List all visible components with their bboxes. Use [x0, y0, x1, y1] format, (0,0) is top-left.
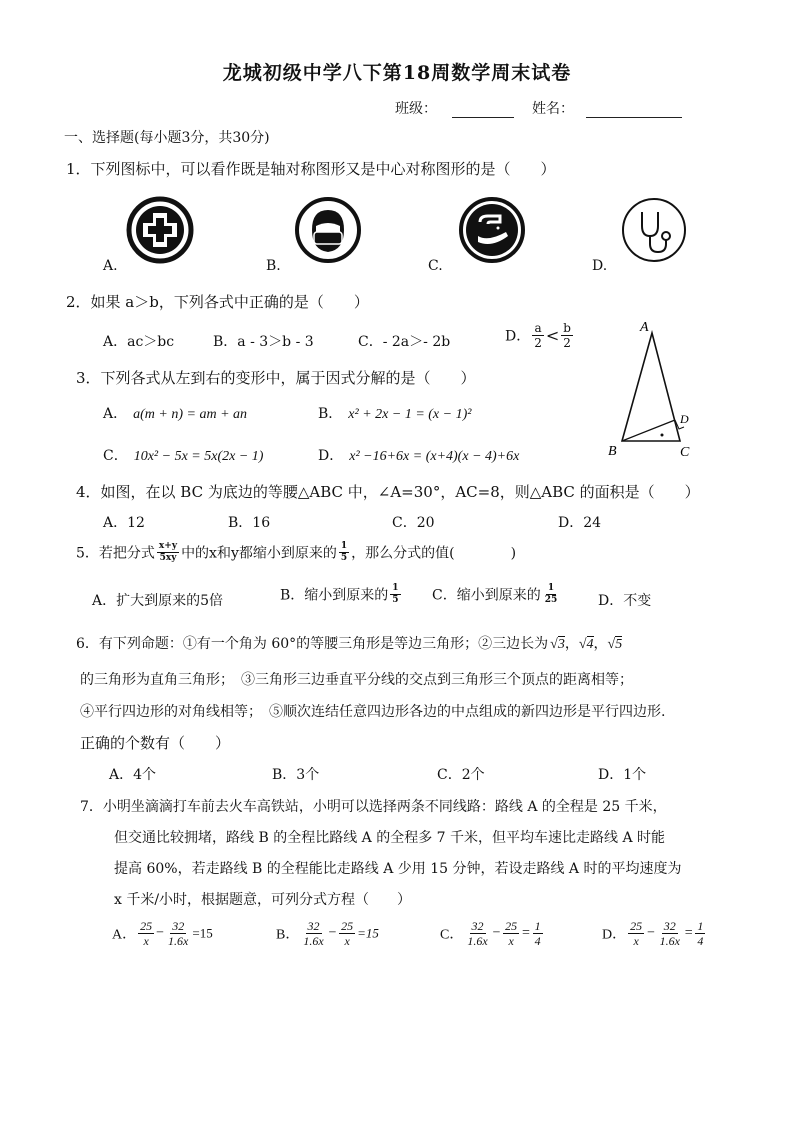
- q3-option-b[interactable]: [318, 403, 471, 423]
- q7-option-b[interactable]: [276, 920, 379, 947]
- q3-option-d[interactable]: [318, 445, 519, 465]
- q7-line4: x 千米/小时，根据题意，可列分式方程（ ）: [114, 892, 412, 908]
- q2-option-d[interactable]: [505, 322, 575, 349]
- fig-label-b: B: [608, 444, 617, 459]
- q4-option-d[interactable]: D．24: [558, 515, 602, 531]
- q7-c-op: −: [491, 925, 502, 941]
- q3-option-a[interactable]: [103, 403, 247, 423]
- q7-line1: 7．小明坐滴滴打车前去火车高铁站，小明可以选择两条不同线路：路线 A 的全程是 25 千米，: [80, 799, 667, 815]
- q2-d-num1: a: [534, 321, 542, 335]
- q3-option-c[interactable]: [103, 445, 263, 465]
- q7-d-n2: 32: [663, 919, 676, 933]
- q7-b-n1: 32: [307, 919, 320, 933]
- q6-line2: 的三角形为直角三角形； ③三角形三边垂直平分线的交点到三角形三个顶点的距离相等；: [80, 672, 633, 688]
- q6-root2: 4: [586, 637, 594, 652]
- q3-b-expr: x² + 2x − 1 = (x − 1)²: [348, 407, 472, 422]
- name-label: 姓名：: [532, 101, 574, 117]
- stethoscope-icon: [620, 196, 688, 264]
- q5-c-text: C．缩小到原来的: [432, 587, 541, 604]
- q7-c-n1: 32: [471, 919, 484, 933]
- q7-a-op: −: [156, 925, 165, 941]
- q3-b-label: B．: [318, 406, 343, 422]
- q2-d-den1: 2: [534, 336, 542, 350]
- q5-frac-num: x+y: [158, 541, 178, 551]
- q7-b-d1: 1.6x: [303, 934, 324, 948]
- q1-option-b[interactable]: B.: [266, 258, 281, 274]
- q5-b-text: B．缩小到原来的: [280, 587, 389, 604]
- q7-c-d1: 1.6x: [467, 934, 488, 948]
- q7-c-eq: =: [521, 925, 531, 941]
- q3-d-expr: x² −16+6x = (x+4)(x − 4)+6x: [349, 449, 520, 464]
- q7-c-d2: x: [508, 934, 514, 948]
- q1-option-c[interactable]: C.: [428, 258, 443, 274]
- q2-option-a[interactable]: A．ac＞bc: [103, 334, 175, 350]
- q2-d-label: D．: [505, 328, 531, 345]
- q5-b-num: 1: [392, 583, 399, 593]
- masked-face-icon: [294, 196, 362, 264]
- q5-stem-post: ，那么分式的值( ): [351, 545, 517, 562]
- q7-d-label: D．: [602, 927, 627, 943]
- q5-stem: [76, 542, 516, 563]
- q2-d-den2: 2: [563, 336, 571, 350]
- q7-c-rd: 4: [534, 934, 541, 948]
- class-label: 班级：: [395, 101, 437, 117]
- q3-d-label: D．: [318, 448, 344, 464]
- q6-option-a[interactable]: A．4个: [109, 767, 157, 783]
- class-field[interactable]: [452, 99, 514, 118]
- q2-d-op: <: [545, 326, 560, 345]
- q1-stem: 1．下列图标中，可以看作既是轴对称图形又是中心对称图形的是（ ）: [66, 160, 556, 178]
- q7-line3: 提高 60%，若走路线 B 的全程能比走路线 A 少用 15 分钟，若设走路线 A 时的平均速度为: [114, 861, 682, 877]
- q7-c-n2: 25: [505, 919, 518, 933]
- q7-d-rn: 1: [697, 919, 704, 933]
- q4-option-a[interactable]: A．12: [103, 515, 145, 531]
- q7-c-label: C．: [440, 927, 464, 943]
- q4-option-c[interactable]: C．20: [392, 515, 435, 531]
- q2-stem: 2．如果 a＞b，下列各式中正确的是（ ）: [66, 293, 369, 311]
- q3-stem: 3．下列各式从左到右的变形中，属于因式分解的是（ ）: [76, 369, 476, 387]
- q7-d-d1: x: [633, 934, 639, 948]
- q7-a-d2: 1.6x: [168, 934, 189, 948]
- q6-line1-text: 6．有下列命题：①有一个角为 60°的等腰三角形是等边三角形；②三边长为: [76, 636, 549, 652]
- fig-label-a: A: [640, 320, 649, 335]
- q7-a-rhs: =15: [192, 925, 213, 941]
- q3-c-expr: 10x² − 5x = 5x(2x − 1): [133, 449, 264, 464]
- q7-d-d2: 1.6x: [659, 934, 680, 948]
- q2-d-num2: b: [563, 321, 571, 335]
- q4-option-b[interactable]: B．16: [228, 515, 271, 531]
- q7-line2: 但交通比较拥堵，路线 B 的全程比路线 A 的全程多 7 千米，但平均车速比走路线 A 时能: [114, 830, 666, 846]
- q4-stem: 4．如图，在以 BC 为底边的等腰△ABC 中，∠A=30°，AC=8，则△ABC 的面积是（ ）: [76, 483, 700, 501]
- q5-option-a[interactable]: A．扩大到原来的5倍: [92, 593, 224, 609]
- q6-root1: 3: [557, 637, 565, 652]
- q5-c-den: 25: [544, 595, 558, 605]
- q1-option-d[interactable]: D.: [592, 258, 608, 274]
- q5-scale-den: 5: [340, 553, 348, 563]
- q7-d-op: −: [646, 925, 656, 941]
- fig-label-d: D: [680, 412, 689, 426]
- q7-d-rd: 4: [697, 934, 704, 948]
- q7-option-c[interactable]: [440, 920, 545, 947]
- q7-a-n1: 25: [140, 919, 153, 933]
- q6-line3: ④平行四边形的对角线相等； ⑤顺次连结任意四边形各边的中点组成的新四边形是平行四边形.: [80, 704, 666, 720]
- q7-b-d2: x: [344, 934, 350, 948]
- q7-option-a[interactable]: [112, 920, 213, 947]
- q5-option-b[interactable]: [280, 584, 403, 605]
- q5-option-c[interactable]: [432, 584, 561, 605]
- fig-label-c: C: [680, 445, 690, 460]
- q5-frac-den: 5xy: [159, 553, 177, 563]
- q7-b-label: B．: [276, 927, 300, 943]
- q5-c-num: 1: [547, 583, 555, 593]
- q6-root3: 5: [615, 637, 623, 652]
- q6-line4: 正确的个数有（ ）: [80, 734, 231, 752]
- section-title: 一、选择题(每小题3分，共30分): [64, 130, 270, 146]
- q7-a-d1: x: [143, 934, 149, 948]
- q5-stem-pre: 5．若把分式: [76, 545, 155, 562]
- q6-option-b[interactable]: B．3个: [272, 767, 320, 783]
- q5-b-den: 5: [392, 595, 399, 605]
- hand-washing-icon: [458, 196, 526, 264]
- q7-d-eq: =: [683, 925, 694, 941]
- q7-d-n1: 25: [630, 919, 643, 933]
- q7-a-n2: 32: [172, 919, 185, 933]
- q5-option-d[interactable]: D．不变: [598, 593, 652, 609]
- page-title: 龙城初级中学八下第18周数学周末试卷: [222, 62, 572, 84]
- q6-option-d[interactable]: D．1个: [598, 767, 647, 783]
- q1-option-a[interactable]: A.: [103, 258, 118, 274]
- triangle-figure: [600, 315, 705, 465]
- q2-option-c[interactable]: C．- 2a＞- 2b: [358, 334, 451, 350]
- q5-scale-num: 1: [340, 541, 348, 551]
- q2-option-b[interactable]: B．a - 3＞b - 3: [213, 334, 314, 350]
- q7-option-d[interactable]: [602, 920, 707, 947]
- q5-stem-mid: 中的x和y都缩小到原来的: [181, 545, 337, 562]
- medical-cross-icon: [126, 196, 194, 264]
- q3-c-label: C．: [103, 448, 128, 464]
- q7-a-label: A．: [112, 927, 137, 943]
- name-field[interactable]: [586, 99, 682, 118]
- q6-option-c[interactable]: C．2个: [437, 767, 485, 783]
- q3-a-expr: a(m + n) = am + an: [133, 407, 248, 422]
- q7-b-n2: 25: [341, 919, 354, 933]
- q7-b-op: −: [327, 925, 338, 941]
- q7-b-rhs: =15: [357, 925, 379, 941]
- q6-line1: 6．有下列命题：①有一个角为 60°的等腰三角形是等边三角形；②三边长为 √3，√4，√5: [76, 636, 623, 652]
- q3-a-label: A．: [103, 406, 128, 422]
- q7-c-rn: 1: [534, 919, 541, 933]
